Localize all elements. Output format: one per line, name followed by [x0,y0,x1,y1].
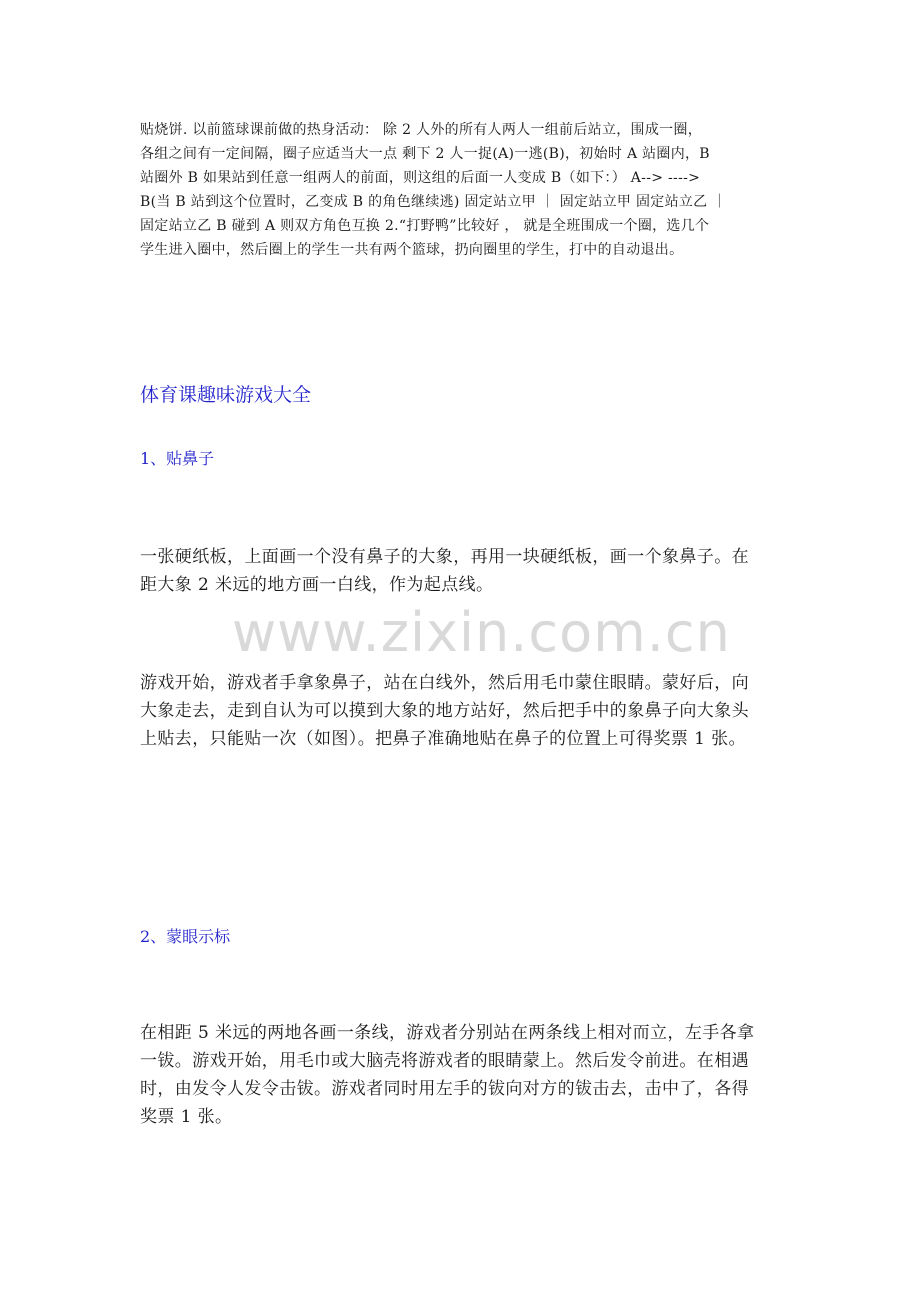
intro-line: 站圈外 B 如果站到任意一组两人的前面，则这组的后面一人变成 B（如下：） A--> ----> [140,170,701,186]
game1-paragraph-2 [140,669,790,753]
intro-line: 学生进入圈中，然后圈上的学生一共有两个篮球，扔向圈里的学生，打中的自动退出。 [140,242,684,258]
paragraph-line: 距大象 2 米远的地方画一白线，作为起点线。 [140,575,494,595]
intro-line: B(当 B 站到这个位置时，乙变成 B 的角色继续逃) 固定站立甲 ｜ 固定站立甲 固定站立乙 ｜ [140,194,727,210]
intro-line: 贴烧饼. 以前篮球课前做的热身活动： 除 2 人外的所有人两人一组前后站立，围成一圈， [140,122,703,138]
main-heading: 体育课趣味游戏大全 [140,384,312,406]
game1-title: 1、贴鼻子 [140,449,215,468]
paragraph-line: 时，由发令人发令击钹。游戏者同时用左手的钹向对方的钹击去，击中了，各得 [140,1079,749,1099]
paragraph-line: 在相距 5 米远的两地各画一条线，游戏者分别站在两条线上相对而立，左手各拿 [140,1023,755,1043]
intro-line: 各组之间有一定间隔，圈子应适当大一点 剩下 2 人一捉(A)一逃(B)，初始时 A 站圈内，B [140,146,710,162]
game2-paragraph [140,1019,790,1131]
paragraph-line: 游戏开始，游戏者手拿象鼻子，站在白线外，然后用毛巾蒙住眼睛。蒙好后，向 [140,673,749,693]
paragraph-line: 大象走去，走到自认为可以摸到大象的地方站好，然后把手中的象鼻子向大象头 [140,701,749,721]
intro-paragraph [140,118,785,262]
paragraph-line: 一钹。游戏开始，用毛巾或大脑壳将游戏者的眼睛蒙上。然后发令前进。在相遇 [140,1051,749,1071]
watermark: www.zixin.com.cn [232,601,731,664]
paragraph-line: 一张硬纸板，上面画一个没有鼻子的大象，再用一块硬纸板，画一个象鼻子。在 [140,547,749,567]
intro-line: 固定站立乙 B 碰到 A 则双方角色互换 2.“打野鸭”比较好 ， 就是全班围成一个圈，选几个 [140,218,710,234]
game1-paragraph-1 [140,543,790,599]
game2-title: 2、蒙眼示标 [140,927,231,946]
paragraph-line: 上贴去，只能贴一次（如图）。把鼻子准确地贴在鼻子的位置上可得奖票 1 张。 [140,729,746,749]
paragraph-line: 奖票 1 张。 [140,1107,233,1127]
